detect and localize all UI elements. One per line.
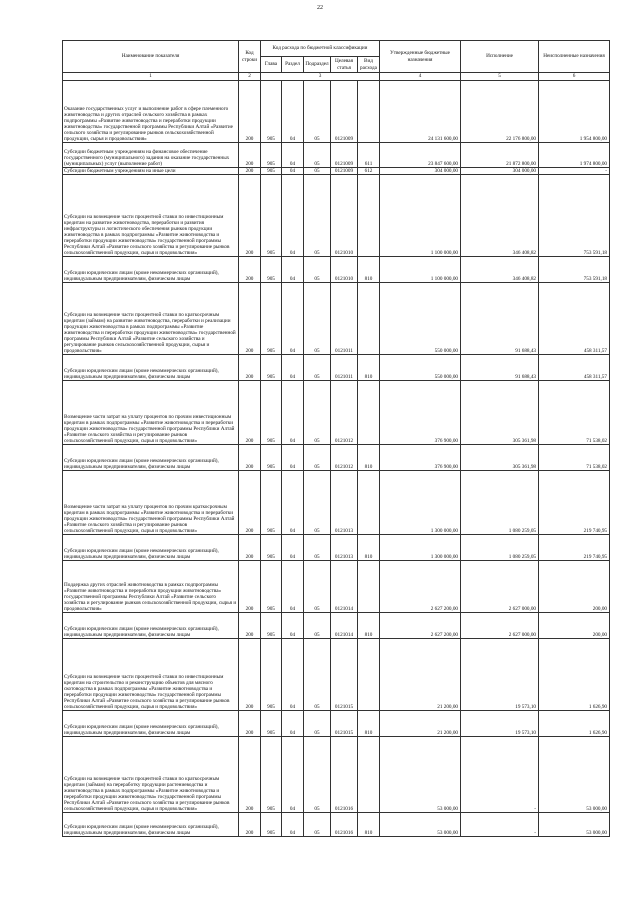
row-target-article: 0121012 [331, 381, 358, 445]
table-row [63, 737, 610, 813]
row-razdel: 04 [282, 639, 304, 711]
row-executed: 21 872 800,00 [461, 143, 539, 168]
table-row [63, 175, 610, 257]
row-expense-type: 810 [358, 711, 380, 737]
row-target-article: 0121013 [331, 535, 358, 561]
row-expense-type [358, 283, 380, 355]
row-unexecuted: 53 000,00 [539, 737, 610, 813]
row-razdel: 04 [282, 381, 304, 445]
row-glava: 905 [261, 639, 282, 711]
table-row [63, 813, 610, 837]
table-row [63, 639, 610, 711]
row-unexecuted: 458 311,57 [539, 355, 610, 381]
row-podrazdel: 05 [304, 283, 331, 355]
row-podrazdel: 05 [304, 471, 331, 535]
row-podrazdel: 05 [304, 535, 331, 561]
row-razdel: 04 [282, 535, 304, 561]
row-expense-type: 611 [358, 143, 380, 168]
row-executed: 304 000,00 [461, 168, 539, 175]
row-razdel: 04 [282, 168, 304, 175]
row-glava: 905 [261, 381, 282, 445]
row-name: Субсидии юридическим лицам (кроме некоммерческих организаций), индивидуальным предпринимателям, физическим лицам [63, 813, 239, 837]
row-approved: 550 000,00 [380, 283, 461, 355]
row-unexecuted: 71 538,02 [539, 445, 610, 471]
row-approved: 21 200,00 [380, 711, 461, 737]
row-glava: 905 [261, 561, 282, 613]
expenditure-table [62, 40, 610, 837]
row-target-article: 0121016 [331, 813, 358, 837]
row-expense-type [358, 471, 380, 535]
row-target-article: 0121014 [331, 561, 358, 613]
row-name: Субсидии юридическим лицам (кроме некоммерческих организаций), индивидуальным предпринимателям, физическим лицам [63, 535, 239, 561]
header-approved: Утвержденные бюджетные назначения [380, 41, 461, 73]
row-executed: 346 408,82 [461, 257, 539, 283]
row-razdel: 04 [282, 711, 304, 737]
row-executed: 22 176 800,00 [461, 81, 539, 143]
row-line-code: 200 [239, 535, 261, 561]
header-executed: Исполнение [461, 41, 539, 73]
row-unexecuted: 200,00 [539, 613, 610, 639]
row-approved: 23 847 600,00 [380, 143, 461, 168]
row-line-code: 200 [239, 471, 261, 535]
row-razdel: 04 [282, 283, 304, 355]
row-expense-type [358, 639, 380, 711]
row-expense-type: 810 [358, 257, 380, 283]
row-expense-type: 810 [358, 535, 380, 561]
table-row [63, 355, 610, 381]
row-approved: 53 000,00 [380, 737, 461, 813]
row-name: Субсидии на возмещение части процентной ставки по краткосрочным кредитам (займам) на развитие животноводства, переработки и реализации продукции животноводства в рамках подпрограммы «Развитие животноводства и переработки продукции животноводства» государственной программы Республики Алтай «Развитие сельского хозяйства и регулирование рынков сельскохозяйственной продукции, сырья и продовольствия» [63, 283, 239, 355]
row-approved: 376 900,00 [380, 381, 461, 445]
row-target-article: 0121010 [331, 257, 358, 283]
row-glava: 905 [261, 81, 282, 143]
column-number: 4 [380, 73, 461, 81]
row-razdel: 04 [282, 813, 304, 837]
row-podrazdel: 05 [304, 445, 331, 471]
row-expense-type [358, 737, 380, 813]
row-name: Поддержка других отраслей животноводства в рамках подпрограммы «Развитие животноводства и переработки продукции животноводства» государственной программы Республики Алтай «Развитие сельского хозяйства и регулирование рынков сельскохозяйственной продукции, сырья и продовольствия» [63, 561, 239, 613]
row-razdel: 04 [282, 355, 304, 381]
row-line-code: 200 [239, 168, 261, 175]
row-razdel: 04 [282, 257, 304, 283]
row-expense-type [358, 561, 380, 613]
row-line-code: 200 [239, 737, 261, 813]
row-expense-type: 810 [358, 813, 380, 837]
row-executed: 91 688,43 [461, 283, 539, 355]
row-executed: 2 627 000,00 [461, 561, 539, 613]
header-budget-classification: Код расхода по бюджетной классификации [261, 41, 380, 57]
row-line-code: 200 [239, 711, 261, 737]
row-executed: 1 080 259,05 [461, 535, 539, 561]
row-line-code: 200 [239, 257, 261, 283]
header-line-code: Код строки [239, 41, 261, 73]
row-name: Субсидии юридическим лицам (кроме некоммерческих организаций), индивидуальным предпринимателям, физическим лицам [63, 257, 239, 283]
table-row [63, 535, 610, 561]
row-unexecuted: 53 000,00 [539, 813, 610, 837]
row-name: Субсидии юридическим лицам (кроме некоммерческих организаций), индивидуальным предпринимателям, физическим лицам [63, 613, 239, 639]
row-executed: 305 361,98 [461, 445, 539, 471]
row-name: Возмещение части затрат на уплату процентов по прочим инвестиционным кредитам в рамках подпрограммы «Развитие животноводства и переработки продукции животноводства» государственной программы Республики Алтай «Развитие сельского хозяйства и регулирование рынков сельскохозяйственной продукции, сырья и продовольствия» [63, 381, 239, 445]
row-glava: 905 [261, 535, 282, 561]
row-expense-type [358, 175, 380, 257]
row-name: Оказание государственных услуг и выполнение работ в сфере племенного животноводства и других отраслей сельского хозяйства в рамках подпрограммы «Развитие животноводства и переработки продукции животноводства» государственной программы Республики Алтай «Развитие сельского хозяйства и регулирование рынков сельскохозяйственной продукции, сырья и продовольствия» [63, 81, 239, 143]
row-podrazdel: 05 [304, 81, 331, 143]
header-razdel: Раздел [282, 57, 304, 73]
row-executed: 2 627 000,00 [461, 613, 539, 639]
row-glava: 905 [261, 355, 282, 381]
table-row [63, 168, 610, 175]
row-approved: 1 100 000,00 [380, 257, 461, 283]
row-line-code: 200 [239, 613, 261, 639]
header-unexecuted: Неисполненные назначения [539, 41, 610, 73]
row-glava: 905 [261, 168, 282, 175]
table-row [63, 283, 610, 355]
row-line-code: 200 [239, 639, 261, 711]
row-approved: 1 300 000,00 [380, 535, 461, 561]
header-expense-type: Вид расхода [358, 57, 380, 73]
row-name: Субсидии юридическим лицам (кроме некоммерческих организаций), индивидуальным предпринимателям, физическим лицам [63, 355, 239, 381]
row-glava: 905 [261, 257, 282, 283]
row-podrazdel: 05 [304, 711, 331, 737]
row-target-article: 0121015 [331, 711, 358, 737]
row-approved: 550 000,00 [380, 355, 461, 381]
row-name: Субсидии на возмещение части процентной ставки по инвестиционным кредитам на строительство и реконструкцию объектов для мясного скотоводства в рамках подпрограммы «Развитие животноводства и переработки продукции животноводства» государственной программы Республики Алтай «Развитие сельского хозяйства и регулирование рынков сельскохозяйственной продукции, сырья и продовольствия» [63, 639, 239, 711]
row-line-code: 200 [239, 355, 261, 381]
row-unexecuted: 1 954 800,00 [539, 81, 610, 143]
row-razdel: 04 [282, 445, 304, 471]
row-expense-type: 810 [358, 445, 380, 471]
row-executed: 346 408,82 [461, 175, 539, 257]
row-approved: 24 131 600,00 [380, 81, 461, 143]
table-row [63, 613, 610, 639]
row-executed: 305 361,98 [461, 381, 539, 445]
row-target-article: 0121010 [331, 175, 358, 257]
row-glava: 905 [261, 143, 282, 168]
row-unexecuted: 1 626,90 [539, 711, 610, 737]
table-row [63, 257, 610, 283]
page-number: 22 [317, 5, 323, 11]
row-name: Возмещение части затрат на уплату процентов по прочим краткосрочным кредитам в рамках подпрограммы «Развитие животноводства и переработки продукции животноводства» государственной программы Республики Алтай «Развитие сельского хозяйства и регулирование рынков сельскохозяйственной продукции, сырья и продовольствия» [63, 471, 239, 535]
row-unexecuted: 1 626,90 [539, 639, 610, 711]
row-podrazdel: 05 [304, 639, 331, 711]
row-expense-type: 810 [358, 355, 380, 381]
row-executed: 19 573,10 [461, 711, 539, 737]
row-unexecuted: 200,00 [539, 561, 610, 613]
table-row [63, 381, 610, 445]
row-line-code: 200 [239, 283, 261, 355]
row-approved: 304 000,00 [380, 168, 461, 175]
row-razdel: 04 [282, 613, 304, 639]
header-podrazdel: Подраздел [304, 57, 331, 73]
row-razdel: 04 [282, 471, 304, 535]
row-unexecuted: 71 538,02 [539, 381, 610, 445]
row-glava: 905 [261, 283, 282, 355]
row-glava: 905 [261, 471, 282, 535]
row-razdel: 04 [282, 81, 304, 143]
row-target-article: 0121013 [331, 471, 358, 535]
row-glava: 905 [261, 445, 282, 471]
row-name: Субсидии бюджетным учреждениям на финансовое обеспечение государственного (муниципального) задания на оказание государственных (муниципальных) услуг (выполнение работ) [63, 143, 239, 168]
row-target-article: 0121016 [331, 737, 358, 813]
row-unexecuted: 219 740,95 [539, 471, 610, 535]
column-number: 1 [63, 73, 239, 81]
row-podrazdel: 05 [304, 143, 331, 168]
row-line-code: 200 [239, 381, 261, 445]
row-podrazdel: 05 [304, 257, 331, 283]
row-glava: 905 [261, 737, 282, 813]
row-podrazdel: 05 [304, 168, 331, 175]
row-expense-type [358, 381, 380, 445]
row-podrazdel: 05 [304, 381, 331, 445]
table-row [63, 471, 610, 535]
row-target-article: 0121009 [331, 143, 358, 168]
row-target-article: 0121009 [331, 81, 358, 143]
row-approved: 53 000,00 [380, 813, 461, 837]
row-executed: 1 080 259,05 [461, 471, 539, 535]
row-name: Субсидии юридическим лицам (кроме некоммерческих организаций), индивидуальным предпринимателям, физическим лицам [63, 711, 239, 737]
row-target-article: 0121009 [331, 168, 358, 175]
row-podrazdel: 05 [304, 813, 331, 837]
row-target-article: 0121011 [331, 355, 358, 381]
row-podrazdel: 05 [304, 737, 331, 813]
row-glava: 905 [261, 613, 282, 639]
row-glava: 905 [261, 813, 282, 837]
column-number: 3 [261, 73, 380, 81]
header-glava: Глава [261, 57, 282, 73]
row-executed: 19 573,10 [461, 639, 539, 711]
row-unexecuted: 1 974 800,00 [539, 143, 610, 168]
row-target-article: 0121012 [331, 445, 358, 471]
row-line-code: 200 [239, 81, 261, 143]
column-number: 2 [239, 73, 261, 81]
column-number-row [63, 73, 610, 81]
row-line-code: 200 [239, 561, 261, 613]
row-target-article: 0121014 [331, 613, 358, 639]
row-executed: - [461, 813, 539, 837]
row-line-code: 200 [239, 143, 261, 168]
row-target-article: 0121011 [331, 283, 358, 355]
header-name: Наименование показателя [63, 41, 239, 73]
header-target-article: Целевая статья [331, 57, 358, 73]
row-executed: - [461, 737, 539, 813]
row-glava: 905 [261, 175, 282, 257]
column-number: 6 [539, 73, 610, 81]
row-razdel: 04 [282, 175, 304, 257]
row-approved: 21 200,00 [380, 639, 461, 711]
table-row [63, 81, 610, 143]
row-name: Субсидии бюджетным учреждениям на иные цели [63, 168, 239, 175]
row-name: Субсидии на возмещение части процентной ставки по инвестиционным кредитам на развитие животноводства, переработки и развития инфраструктуры и логистического обеспечения рынков продукции животноводства в рамках подпрограммы «Развитие животноводства и переработки продукции животноводства» государственной программы Республики Алтай «Развитие сельского хозяйства и регулирование рынков сельскохозяйственной продукции, сырья и продовольствия» [63, 175, 239, 257]
row-unexecuted: 458 311,57 [539, 283, 610, 355]
row-unexecuted: 753 591,18 [539, 175, 610, 257]
row-unexecuted: - [539, 168, 610, 175]
row-expense-type [358, 81, 380, 143]
row-unexecuted: 219 740,95 [539, 535, 610, 561]
row-razdel: 04 [282, 143, 304, 168]
row-approved: 1 100 000,00 [380, 175, 461, 257]
table-row [63, 711, 610, 737]
row-razdel: 04 [282, 561, 304, 613]
row-executed: 91 688,43 [461, 355, 539, 381]
row-razdel: 04 [282, 737, 304, 813]
row-line-code: 200 [239, 813, 261, 837]
row-line-code: 200 [239, 175, 261, 257]
row-podrazdel: 05 [304, 355, 331, 381]
row-podrazdel: 05 [304, 561, 331, 613]
row-unexecuted: 753 591,18 [539, 257, 610, 283]
row-approved: 2 627 200,00 [380, 613, 461, 639]
row-name: Субсидии юридическим лицам (кроме некоммерческих организаций), индивидуальным предпринимателям, физическим лицам [63, 445, 239, 471]
table-row [63, 143, 610, 168]
row-line-code: 200 [239, 445, 261, 471]
row-approved: 376 900,00 [380, 445, 461, 471]
row-approved: 1 300 000,00 [380, 471, 461, 535]
row-name: Субсидии на возмещение части процентной ставки по краткосрочным кредитам (займам) на переработку продукции растениеводства и животноводства в рамках подпрограммы «Развитие животноводства и переработки продукции животноводства» государственной программы Республики Алтай «Развитие сельского хозяйства и регулирование рынков сельскохозяйственной продукции, сырья и продовольствия» [63, 737, 239, 813]
table-row [63, 561, 610, 613]
row-podrazdel: 05 [304, 175, 331, 257]
row-glava: 905 [261, 711, 282, 737]
row-expense-type: 810 [358, 613, 380, 639]
row-target-article: 0121015 [331, 639, 358, 711]
row-expense-type: 612 [358, 168, 380, 175]
column-number: 5 [461, 73, 539, 81]
row-podrazdel: 05 [304, 613, 331, 639]
table-row [63, 445, 610, 471]
row-approved: 2 627 200,00 [380, 561, 461, 613]
